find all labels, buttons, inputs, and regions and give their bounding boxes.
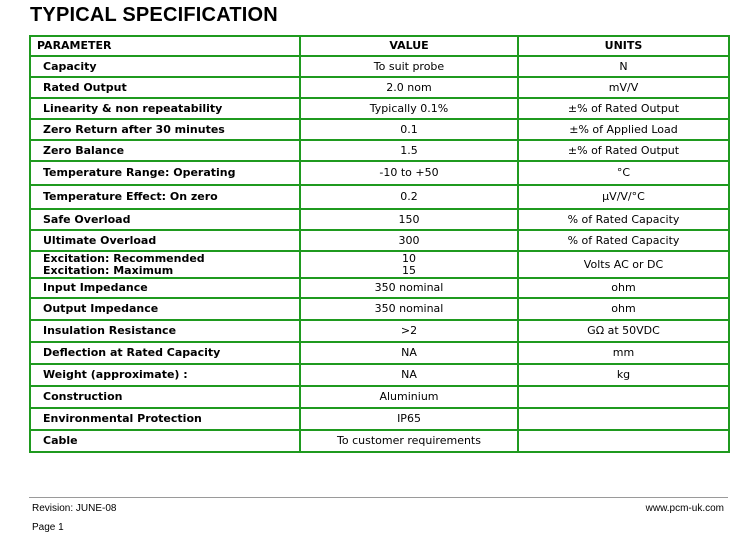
table-header-row — [30, 36, 729, 56]
row-units — [518, 430, 729, 452]
excitation-recommended-label: Excitation: Recommended — [43, 251, 205, 265]
row-parameter: Deflection at Rated Capacity — [30, 342, 300, 364]
row-value: >2 — [300, 320, 518, 342]
revision-text: Revision: JUNE-08 — [32, 503, 117, 514]
row-parameter: Insulation Resistance — [30, 320, 300, 342]
table-row — [30, 119, 729, 140]
row-value: 350 nominal — [300, 278, 518, 298]
table-row — [30, 278, 729, 298]
page-title: TYPICAL SPECIFICATION — [30, 4, 278, 26]
row-value: Typically 0.1% — [300, 98, 518, 119]
specification-table — [29, 35, 730, 453]
row-units: °C — [518, 161, 729, 185]
row-value — [300, 251, 518, 278]
table-row — [30, 230, 729, 251]
row-value: IP65 — [300, 408, 518, 430]
header-value: VALUE — [300, 36, 518, 56]
table-row — [30, 77, 729, 98]
row-units: % of Rated Capacity — [518, 209, 729, 230]
row-value: Aluminium — [300, 386, 518, 408]
row-parameter: Weight (approximate) : — [30, 364, 300, 386]
row-parameter: Zero Balance — [30, 140, 300, 161]
page-number: Page 1 — [32, 522, 64, 533]
row-value: NA — [300, 342, 518, 364]
row-units: ohm — [518, 278, 729, 298]
row-value: NA — [300, 364, 518, 386]
table-row — [30, 209, 729, 230]
row-parameter — [30, 251, 300, 278]
row-units: µV/V/°C — [518, 185, 729, 209]
table-row — [30, 364, 729, 386]
row-units: ohm — [518, 298, 729, 320]
header-parameter: PARAMETER — [30, 36, 300, 56]
row-units: mm — [518, 342, 729, 364]
row-units: % of Rated Capacity — [518, 230, 729, 251]
row-parameter: Linearity & non repeatability — [30, 98, 300, 119]
table-row — [30, 386, 729, 408]
row-parameter: Rated Output — [30, 77, 300, 98]
row-parameter: Cable — [30, 430, 300, 452]
table-row — [30, 408, 729, 430]
row-parameter: Output Impedance — [30, 298, 300, 320]
excitation-maximum-label: Excitation: Maximum — [43, 263, 174, 277]
table-row — [30, 298, 729, 320]
row-parameter: Ultimate Overload — [30, 230, 300, 251]
row-value: 2.0 nom — [300, 77, 518, 98]
website-link[interactable]: www.pcm-uk.com — [645, 503, 724, 514]
row-value: 150 — [300, 209, 518, 230]
row-units: ±% of Applied Load — [518, 119, 729, 140]
row-value: 350 nominal — [300, 298, 518, 320]
table-row — [30, 140, 729, 161]
row-parameter: Input Impedance — [30, 278, 300, 298]
table-row — [30, 56, 729, 77]
row-units: ±% of Rated Output — [518, 98, 729, 119]
row-units: mV/V — [518, 77, 729, 98]
table-row — [30, 320, 729, 342]
row-value: 0.1 — [300, 119, 518, 140]
table-row — [30, 98, 729, 119]
excitation-maximum-value: 15 — [402, 263, 416, 277]
table-row — [30, 185, 729, 209]
table-row — [30, 430, 729, 452]
row-parameter: Safe Overload — [30, 209, 300, 230]
row-value: 1.5 — [300, 140, 518, 161]
row-parameter: Zero Return after 30 minutes — [30, 119, 300, 140]
row-units: Volts AC or DC — [518, 251, 729, 278]
row-value: -10 to +50 — [300, 161, 518, 185]
table-row — [30, 161, 729, 185]
row-units: ±% of Rated Output — [518, 140, 729, 161]
row-parameter: Construction — [30, 386, 300, 408]
row-units — [518, 386, 729, 408]
row-value: 300 — [300, 230, 518, 251]
row-parameter: Temperature Range: Operating — [30, 161, 300, 185]
header-units: UNITS — [518, 36, 729, 56]
row-value: To suit probe — [300, 56, 518, 77]
row-value: 0.2 — [300, 185, 518, 209]
row-units: kg — [518, 364, 729, 386]
row-units: N — [518, 56, 729, 77]
row-parameter: Capacity — [30, 56, 300, 77]
row-parameter: Temperature Effect: On zero — [30, 185, 300, 209]
row-units — [518, 408, 729, 430]
table-row — [30, 342, 729, 364]
row-value: To customer requirements — [300, 430, 518, 452]
excitation-recommended-value: 10 — [402, 251, 416, 265]
row-units: GΩ at 50VDC — [518, 320, 729, 342]
table-row — [30, 251, 729, 278]
row-parameter: Environmental Protection — [30, 408, 300, 430]
footer-divider — [29, 497, 728, 498]
